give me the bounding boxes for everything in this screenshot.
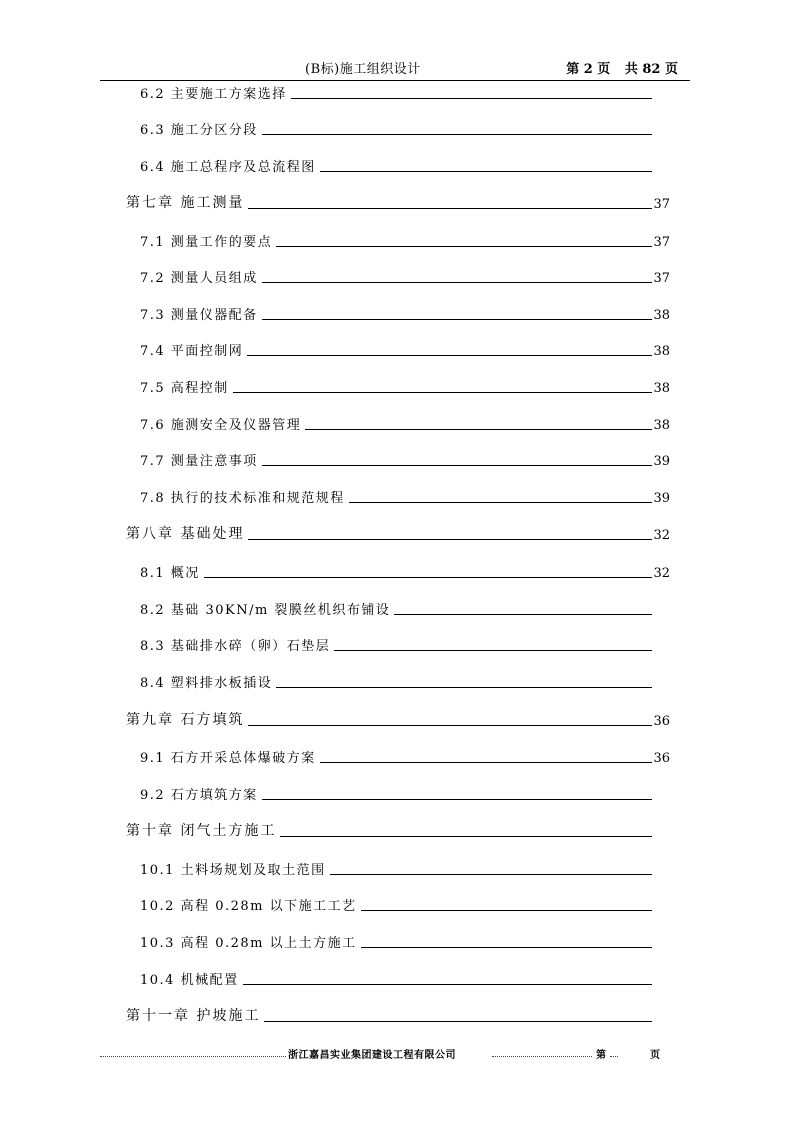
toc-leader-line (262, 134, 652, 135)
toc-entry-label: 7.7 测量注意事项 (140, 454, 258, 469)
toc-entry-page: 36 (653, 751, 670, 766)
toc-entry[interactable] (140, 266, 670, 286)
toc-entry[interactable] (140, 230, 670, 250)
toc-leader-line (262, 319, 652, 320)
footer-company: 浙江嘉昌实业集团建设工程有限公司 (288, 1050, 456, 1061)
toc-leader-line (247, 355, 652, 356)
toc-entry-label: 7.8 执行的技术标准和规范规程 (140, 491, 345, 506)
toc-entry-label: 7.4 平面控制网 (140, 344, 244, 359)
footer-page-suffix: 页 (650, 1050, 660, 1061)
toc-entry-label: 8.3 基础排水碎（卵）石垫层 (140, 639, 331, 654)
toc-entry[interactable] (140, 303, 670, 323)
toc-leader-line (243, 984, 652, 985)
toc-leader-line (349, 502, 652, 503)
toc-entry[interactable] (140, 783, 670, 803)
toc-entry[interactable] (140, 931, 670, 951)
toc-entry-label: 7.1 测量工作的要点 (140, 235, 273, 250)
toc-entry[interactable] (140, 746, 670, 766)
toc-entry-label: 10.3 高程 0.28m 以上土方施工 (140, 936, 357, 951)
toc-entry-label: 6.2 主要施工方案选择 (140, 87, 287, 102)
footer-dotted-line (610, 1056, 618, 1057)
toc-leader-line (320, 171, 652, 172)
toc-entry-label: 8.2 基础 30KN/m 裂膜丝机织布铺设 (140, 603, 391, 618)
toc-entry-page: 37 (653, 235, 670, 250)
toc-entry[interactable] (140, 155, 670, 175)
toc-chapter-label: 第十章 闭气土方施工 (126, 823, 277, 839)
toc-leader-line (361, 910, 652, 911)
toc-entry-label: 10.1 土料场规划及取土范围 (140, 863, 326, 878)
toc-chapter-label: 第七章 施工测量 (126, 195, 245, 211)
toc-entry-label: 9.2 石方填筑方案 (140, 788, 258, 803)
toc-leader-line (248, 539, 652, 540)
toc-leader-line (361, 947, 652, 948)
toc-entry[interactable] (140, 413, 670, 433)
toc-leader-line (248, 208, 652, 209)
toc-leader-line (334, 650, 652, 651)
toc-leader-line (248, 725, 652, 726)
toc-chapter-label: 第八章 基础处理 (126, 526, 245, 542)
toc-entry[interactable] (140, 858, 670, 878)
toc-chapter-label: 第十一章 护坡施工 (126, 1008, 261, 1024)
toc-entry-page: 38 (653, 308, 670, 323)
toc-leader-line (330, 874, 652, 875)
toc-entry-label: 8.4 塑料排水板插设 (140, 676, 273, 691)
toc-leader-line (262, 465, 652, 466)
toc-entry[interactable] (140, 561, 670, 581)
toc-leader-line (262, 799, 652, 800)
toc-entry[interactable] (140, 449, 670, 469)
toc-entry-page: 37 (653, 271, 670, 286)
toc-entry[interactable] (140, 486, 670, 506)
toc-leader-line (204, 577, 652, 578)
toc-entry[interactable] (140, 82, 670, 102)
toc-chapter[interactable] (126, 523, 670, 543)
toc-entry-label: 7.5 高程控制 (140, 381, 229, 396)
page-info (564, 58, 678, 77)
page-current: 第 2 页 (566, 62, 611, 77)
toc-entry[interactable] (140, 118, 670, 138)
toc-chapter-page: 32 (653, 528, 670, 543)
toc-entry-label: 7.3 测量仪器配备 (140, 308, 258, 323)
page-footer (100, 1046, 670, 1062)
toc-entry-label: 9.1 石方开采总体爆破方案 (140, 751, 316, 766)
toc-entry-label: 6.4 施工总程序及总流程图 (140, 160, 316, 175)
toc-chapter[interactable] (126, 192, 670, 212)
toc-entry[interactable] (140, 894, 670, 914)
toc-leader-line (291, 98, 652, 99)
footer-page-prefix: 第 (596, 1050, 606, 1061)
toc-leader-line (276, 687, 652, 688)
toc-entry-label: 6.3 施工分区分段 (140, 123, 258, 138)
toc-chapter-label: 第九章 石方填筑 (126, 712, 245, 728)
toc-entry[interactable] (140, 968, 670, 988)
toc-entry-label: 7.2 测量人员组成 (140, 271, 258, 286)
toc-entry-page: 39 (653, 454, 670, 469)
toc-entry-page: 38 (653, 418, 670, 433)
toc-entry-label: 10.4 机械配置 (140, 973, 239, 988)
toc-entry-page: 39 (653, 491, 670, 506)
toc-chapter-page: 36 (653, 714, 670, 729)
toc-chapter-page: 37 (653, 197, 670, 212)
toc-leader-line (233, 392, 652, 393)
toc-entry-page: 32 (653, 566, 670, 581)
toc-leader-line (276, 246, 652, 247)
toc-entry-page: 38 (653, 344, 670, 359)
toc-entry-label: 7.6 施测安全及仪器管理 (140, 418, 302, 433)
toc-entry[interactable] (140, 598, 670, 618)
page-total: 共 82 页 (624, 62, 678, 77)
footer-dotted-line (100, 1056, 286, 1057)
toc-entry[interactable] (140, 339, 670, 359)
toc-entry[interactable] (140, 376, 670, 396)
footer-dotted-line (492, 1056, 592, 1057)
toc-entry-page: 38 (653, 381, 670, 396)
toc-leader-line (280, 836, 652, 837)
toc-entry[interactable] (140, 634, 670, 654)
toc-leader-line (264, 1021, 652, 1022)
toc-entry-label: 10.2 高程 0.28m 以下施工工艺 (140, 899, 357, 914)
page-header (100, 58, 690, 81)
toc-entry-label: 8.1 概况 (140, 566, 200, 581)
toc-entry[interactable] (140, 671, 670, 691)
toc-chapter[interactable] (126, 709, 670, 729)
toc-chapter[interactable] (126, 1005, 670, 1025)
toc-leader-line (320, 762, 652, 763)
toc-leader-line (262, 282, 652, 283)
document-title: (B标)施工组织设计 (305, 62, 421, 77)
toc-chapter[interactable] (126, 820, 670, 840)
toc-leader-line (394, 614, 652, 615)
toc-leader-line (305, 429, 652, 430)
